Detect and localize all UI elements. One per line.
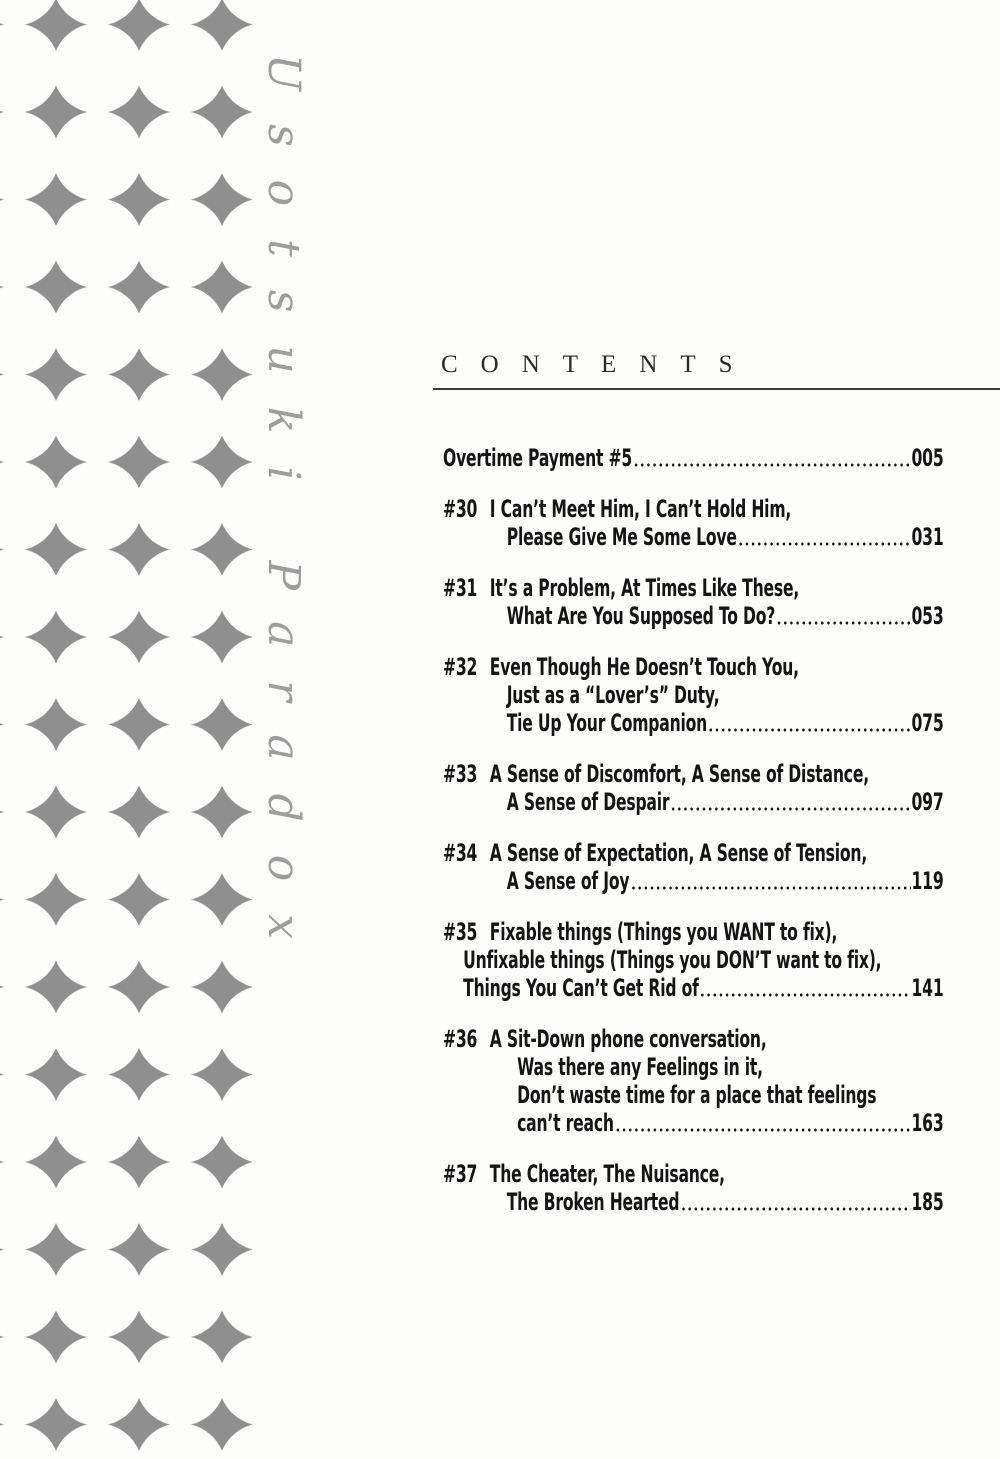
dot-leader	[615, 1128, 911, 1132]
chapter-title-line: Fixable things (Things you WANT to fix),	[489, 918, 838, 946]
chapter-leader-line	[507, 602, 944, 630]
chapter-title-line: The Broken Hearted	[506, 1188, 680, 1216]
dot-leader	[738, 542, 911, 546]
chapter-title-block	[490, 760, 944, 816]
spine-title-vertical: Usotsuki Paradox	[258, 54, 309, 973]
dot-leader	[671, 807, 911, 811]
toc-entry	[443, 574, 944, 630]
chapter-leader-line	[507, 867, 944, 895]
chapter-number: #34	[443, 839, 478, 867]
chapter-title-line: Don’t waste time for a place that feelings	[517, 1081, 877, 1109]
toc-entry	[443, 760, 944, 816]
chapter-title-line: can’t reach	[517, 1109, 614, 1137]
chapter-title-line: Just as a “Lover’s” Duty,	[506, 681, 720, 709]
star-pattern-fill	[0, 0, 252, 1459]
page-number: 141	[911, 974, 944, 1002]
chapter-number: #35	[443, 918, 478, 946]
toc-entry	[443, 653, 944, 737]
chapter-number: #37	[443, 1160, 478, 1188]
chapter-leader-line	[507, 1188, 944, 1216]
chapter-leader-line	[443, 444, 944, 472]
chapter-title-line: Overtime Payment #5	[443, 444, 633, 472]
toc-entry	[443, 495, 944, 551]
page-number: 005	[911, 444, 944, 472]
page-number: 053	[911, 602, 944, 630]
page-number: 185	[911, 1188, 944, 1216]
chapter-leader-line	[463, 974, 943, 1002]
page-number: 119	[911, 867, 944, 895]
heading-rule	[433, 388, 1000, 390]
chapter-leader-line	[507, 709, 944, 737]
page-number: 163	[911, 1109, 944, 1137]
chapter-title-line: A Sense of Discomfort, A Sense of Distance,	[489, 760, 869, 788]
chapter-title-block	[490, 495, 944, 551]
star-pattern-band	[0, 0, 252, 1459]
dot-leader	[681, 1207, 911, 1211]
contents-heading: CONTENTS	[441, 351, 756, 378]
chapter-title-block	[490, 1025, 944, 1137]
dot-leader	[708, 728, 910, 732]
chapter-leader-line	[507, 523, 944, 551]
toc-entry	[443, 918, 944, 1002]
chapter-title-line: Please Give Me Some Love	[506, 523, 737, 551]
chapter-title-block	[463, 918, 944, 1002]
chapter-title-line: Unfixable things (Things you DON’T want to fix),	[463, 946, 882, 974]
chapter-number: #32	[443, 653, 478, 681]
toc-entry	[443, 444, 944, 472]
chapter-number: #33	[443, 760, 478, 788]
chapter-title-line: A Sense of Despair	[506, 788, 670, 816]
chapter-title-line: A Sense of Expectation, A Sense of Tension,	[489, 839, 868, 867]
chapter-title-line: Even Though He Doesn’t Touch You,	[489, 653, 799, 681]
chapter-number: #31	[443, 574, 478, 602]
chapter-leader-line	[517, 1109, 943, 1137]
chapter-title-line: Was there any Feelings in it,	[517, 1053, 763, 1081]
chapter-number: #36	[443, 1025, 478, 1053]
chapter-title-line: A Sit-Down phone conversation,	[489, 1025, 767, 1053]
chapter-title-block	[443, 444, 944, 472]
chapter-title-line: It’s a Problem, At Times Like These,	[489, 574, 800, 602]
toc-entry	[443, 1025, 944, 1137]
chapter-title-line: I Can’t Meet Him, I Can’t Hold Him,	[489, 495, 792, 523]
chapter-title-line: Things You Can’t Get Rid of	[463, 974, 699, 1002]
chapter-title-block	[490, 574, 944, 630]
chapter-title-line: What Are You Supposed To Do?	[506, 602, 776, 630]
page-number: 075	[911, 709, 944, 737]
chapter-title-line: A Sense of Joy	[506, 867, 630, 895]
page-number: 031	[911, 523, 944, 551]
chapter-title-block	[490, 839, 944, 895]
dot-leader	[776, 621, 910, 625]
toc-entry	[443, 839, 944, 895]
dot-leader	[633, 463, 911, 467]
chapter-title-block	[490, 653, 944, 737]
chapter-title-block	[490, 1160, 944, 1216]
chapter-title-line: The Cheater, The Nuisance,	[489, 1160, 725, 1188]
page-number: 097	[911, 788, 944, 816]
chapter-title-line: Tie Up Your Companion	[506, 709, 708, 737]
chapter-number: #30	[443, 495, 478, 523]
toc-entry	[443, 1160, 944, 1216]
toc-list	[443, 444, 944, 1239]
dot-leader	[631, 886, 911, 890]
dot-leader	[700, 993, 911, 997]
chapter-leader-line	[507, 788, 944, 816]
